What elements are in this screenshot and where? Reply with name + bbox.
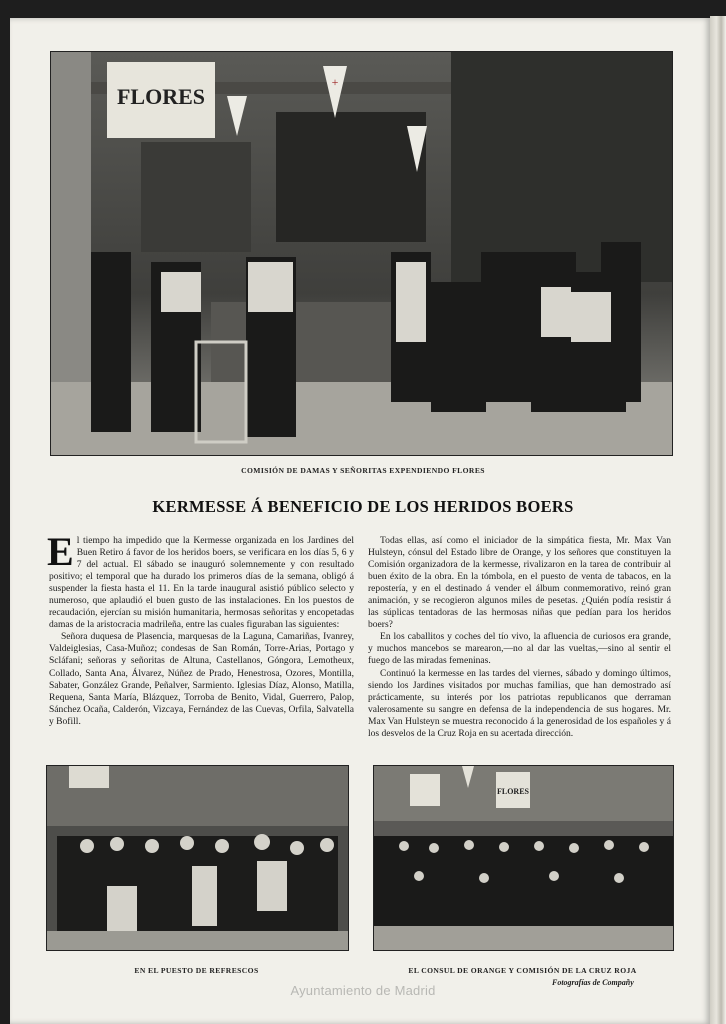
article-headline: KERMESSE Á BENEFICIO DE LOS HERIDOS BOERS — [152, 497, 574, 516]
page-edge — [710, 16, 726, 1024]
flower-stall-photo — [51, 52, 672, 455]
article-column-right — [368, 535, 671, 740]
consul-commission-photo — [374, 766, 673, 950]
article-paragraph: En los caballitos y coches del tío vivo, la afluencia de curiosos era grande, y muchos mancebos se marearon,—no al dar las vueltas,—sino al sentir el fuego de las miradas femeninas. — [368, 631, 671, 667]
refreshments-photograph — [46, 765, 349, 951]
drop-cap: E — [47, 529, 74, 574]
photo-credit: Fotografías de Compañy — [552, 978, 634, 987]
top-photo-caption: COMISIÓN DE DAMAS Y SEÑORITAS EXPENDIENDO FLORES — [241, 466, 485, 475]
paragraph-text: l tiempo ha impedido que la Kermesse organizada en los Jardines del Buen Retiro á favor de los heridos boers, se verificara en los días 5, 6 y 7 del actual. El sábado se inauguró solemnemente y con resultado positivo; el temporal que ha durado los primeros días de la semana, obligó á suspender la fiesta hasta el 11. En la tarde inaugural asistió público selecto y numeroso, que aplaudió el buen gusto de las instalaciones. En los puestos de recaudación, ejercían su misión humanitaria, hermosas señoritas y encopetadas damas de la aristocracia madrileña, entre las cuales figuraban las siguientes: — [49, 535, 354, 631]
svg-text:+: + — [331, 75, 339, 89]
flores-banner-text: FLORES — [496, 787, 530, 796]
article-paragraph: Todas ellas, así como el iniciador de la simpática fiesta, Mr. Max Van Hulsteyn, cónsul del Estado libre de Orange, y los señores que constituyen la Comisión organizadora de la kermesse, rivalizaron en la tarea de contribuir al buen éxito de la obra. En la tómbola, en el puesto de venta de tabacos, en la repostería, y en el destinado á vender el álbum conmemorativo, reinó gran animación, y se recogieron algunos miles de pesetas. ¿Quién podía resistir á las súplicas tentadoras de las hermosas niñas que pedían para los heridos boers? — [368, 535, 671, 631]
article-column-left — [47, 529, 354, 728]
refreshments-photo — [47, 766, 348, 950]
archive-watermark: Ayuntamiento de Madrid — [290, 983, 436, 998]
article-paragraph: Señora duquesa de Plasencia, marquesas de la Laguna, Camariñas, Ivanrey, Valdeiglesias, Casa-Muñoz; condesas de San Román, Torre-Arias, Portago y Scláfani; señoras y señoritas de Altuna, Castellanos, Góngora, Lemotheux, Collado, Santa Ana, Álvarez, Núñez de Prado, Henestrosa, Ozores, Montilla, Sabater, González Grande, Peñalver, Sarmiento. Iglesias Díaz, Alonso, Matilla, Requena, Santa María, Blázquez, Torroba de Benito, Vidal, Guerrero, Palop, Sánchez Ocaña, Calderón, Vizcaya, Fernández de las Cuevas, Orfila, Salvatella y Bofill. — [49, 631, 354, 727]
consul-caption: EL CONSUL DE ORANGE Y COMISIÓN DE LA CRUZ ROJA — [408, 966, 637, 975]
article-paragraph — [47, 529, 354, 631]
refreshments-caption: EN EL PUESTO DE REFRESCOS — [134, 966, 259, 975]
flores-sign-text: FLORES — [116, 84, 206, 109]
consul-photograph — [373, 765, 674, 951]
article-paragraph: Continuó la kermesse en las tardes del viernes, sábado y domingo últimos, siendo los Jardines visitados por muchas familias, que han demostrado así prácticamente, su interés por los patriotas republicanos que derraman valerosamente su sangre en defensa de la independencia de sus hogares. Mr. Max Van Hulsteyn se muestra reconocido á la generosidad de los españoles y á los desvelos de la Cruz Roja en su acertada dirección. — [368, 667, 671, 739]
top-photograph — [50, 51, 673, 456]
